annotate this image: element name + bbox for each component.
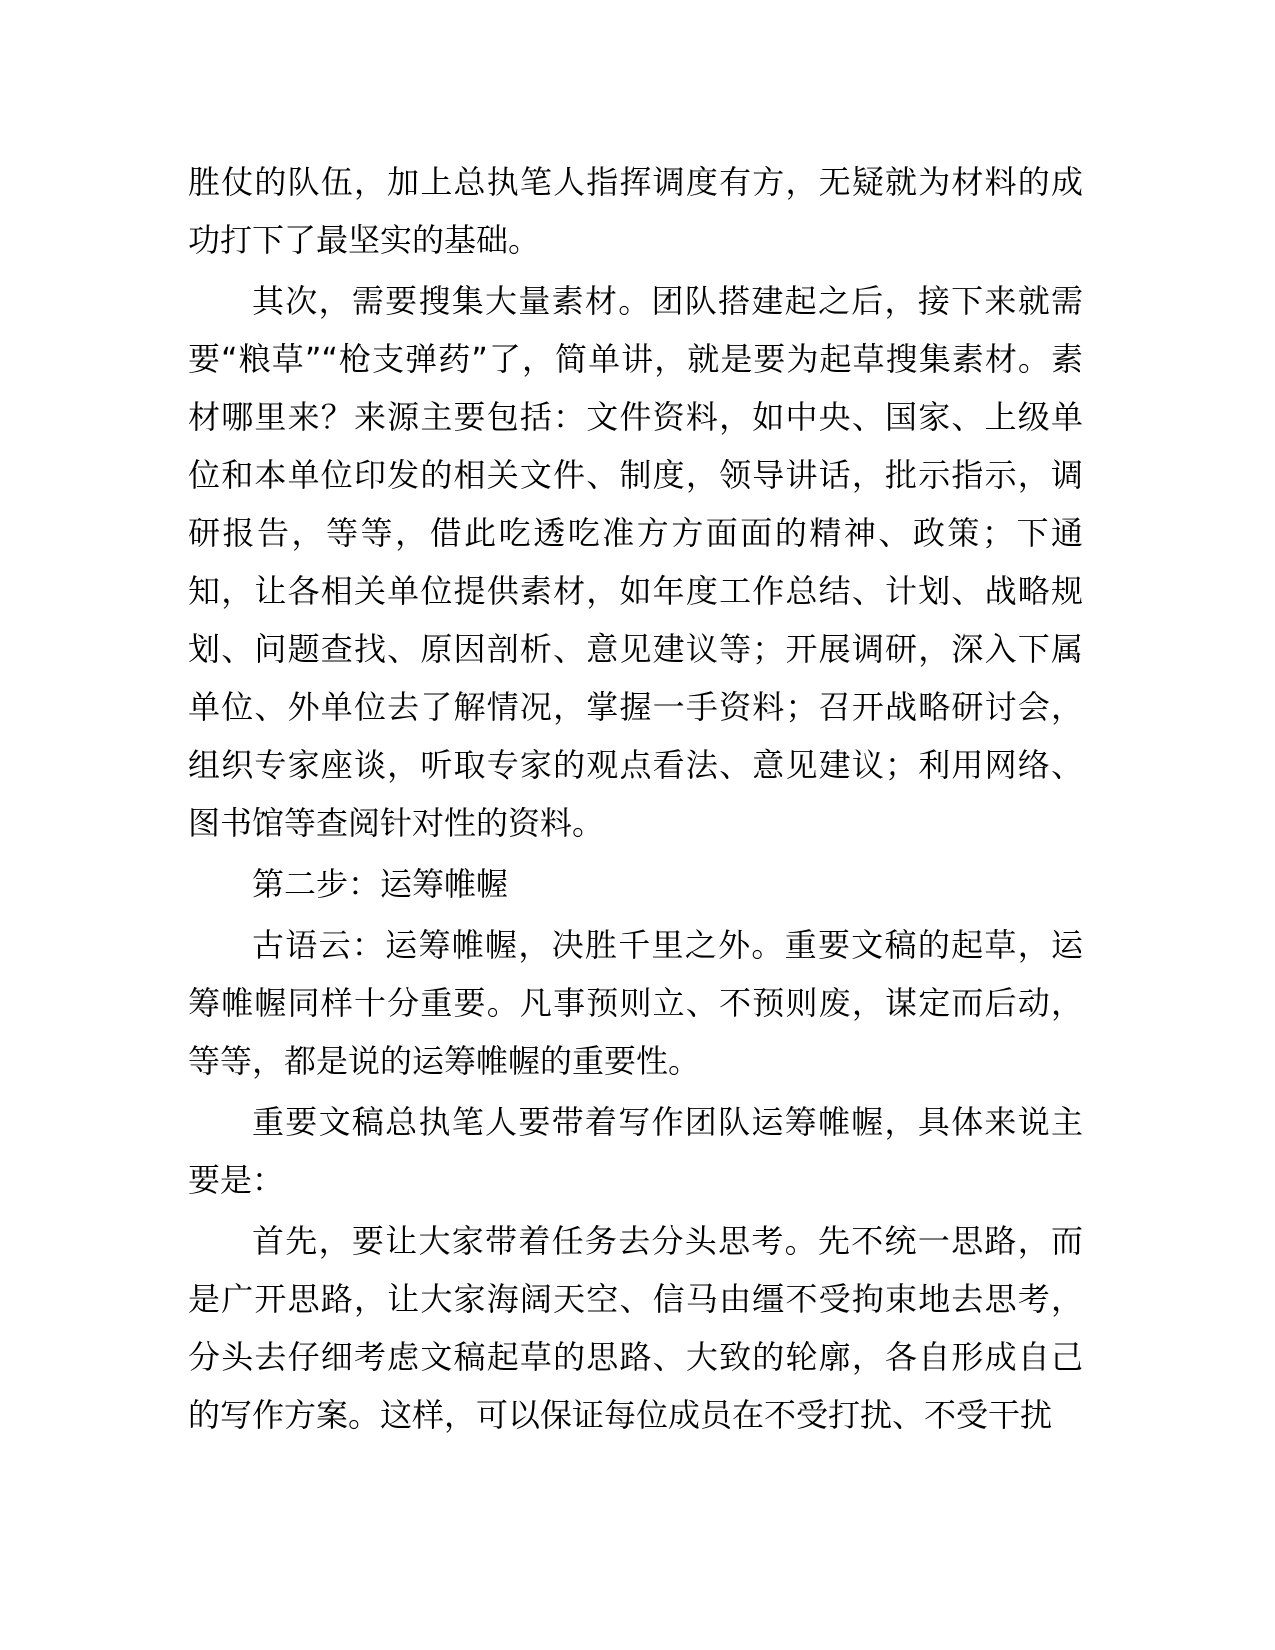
paragraph-ancient-saying: 古语云：运筹帷幄，决胜千里之外。重要文稿的起草，运筹帷幄同样十分重要。凡事预则立、不预则废，谋定而后动，等等，都是说的运筹帷幄的重要性。: [188, 926, 1083, 1080]
paragraph-continuation: 胜仗的队伍，加上总执笔人指挥调度有方，无疑就为材料的成功打下了最坚实的基础。: [188, 163, 1083, 259]
paragraph-collect-materials: 其次，需要搜集大量素材。团队搭建起之后，接下来就需要“粮草”“枪支弹药”了，简单讲，就是要为起草搜集素材。素材哪里来？来源主要包括：文件资料，如中央、国家、上级单位和本单位印发的相关文件、制度，领导讲话，批示指示，调研报告，等等，借此吃透吃准方方面面的精神、政策；下通知，让各相关单位提供素材，如年度工作总结、计划、战略规划、问题查找、原因剖析、意见建议等；开展调研，深入下属单位、外单位去了解情况，掌握一手资料；召开战略研讨会，组织专家座谈，听取专家的观点看法、意见建议；利用网络、图书馆等查阅针对性的资料。: [188, 282, 1083, 842]
paragraph-lead-writer: 重要文稿总执笔人要带着写作团队运筹帷幄，具体来说主要是：: [188, 1103, 1083, 1199]
paragraph-first-task: 首先，要让大家带着任务去分头思考。先不统一思路，而是广开思路，让大家海阔天空、信马由缰不受拘束地去思考，分头去仔细考虑文稿起草的思路、大致的轮廓，各自形成自己的写作方案。这样，可以保证每位成员在不受打扰、不受干扰: [188, 1222, 1083, 1434]
document-body: [188, 153, 1083, 1447]
section-heading-step-two: 第二步：运筹帷幄: [252, 865, 509, 903]
